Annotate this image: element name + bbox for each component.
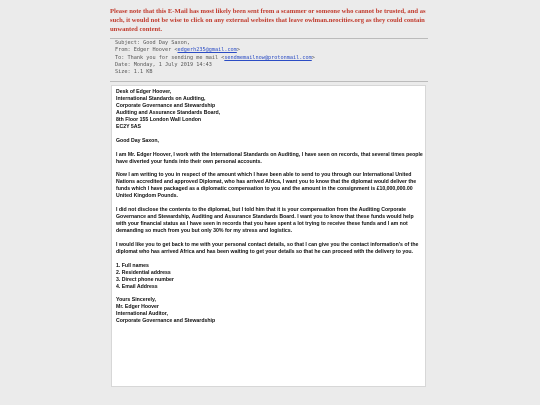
list-item: 3. Direct phone number [116, 276, 174, 283]
from-end: > [236, 47, 240, 54]
address-line: Auditing and Assurance Standards Board, [116, 109, 221, 116]
scam-warning-text: Please note that this E-Mail has most likely been sent from a scammer or someone who cannot be trusted, and as such, it would not be wise to click on any external websites that leave owlman.neocities.org as they could contain unwanted content. [110, 8, 426, 33]
spacer [116, 256, 423, 263]
closing-line: Mr. Edger Hoover [116, 304, 159, 311]
from-email-link[interactable]: edgerh235@gmail.com [177, 47, 237, 54]
closing-line: Yours Sincerely, [116, 297, 156, 304]
address-line: International Standards on Auditing, [116, 95, 206, 102]
from-label: From: Edger Hoover < [115, 47, 178, 54]
to-label: To: Thank you for sending me mail < [115, 54, 225, 61]
header-divider-top [110, 38, 428, 39]
to-email-link[interactable]: sendmemailnow@protonmail.com [224, 54, 312, 61]
address-line: 8th Floor 155 London Wall London [116, 116, 202, 123]
greeting: Good Day Saxon, [116, 137, 159, 144]
date-line: Date: Monday, 1 July 2019 14:43 [115, 61, 212, 68]
spacer [116, 165, 423, 172]
address-line: EC2Y 5AS [116, 123, 141, 130]
spacer [116, 200, 423, 207]
spacer [116, 291, 423, 298]
spacer [116, 235, 423, 242]
body-paragraph: I would like you to get back to me with your personal contact details, so that I can give you the contact information's of the diplomat who has arrived Africa and has been waiting to get your details so that he can proceed with the delivery to you. [116, 241, 419, 255]
closing-line: Corporate Governance and Stewardship [116, 318, 216, 325]
body-paragraph: Now I am writing to you in respect of the amount which I have been able to send to you through our International United Nations accredited and approved Diplomat, who has arrived Africa, I want you to know that the diplomat would deliver the funds which I have packaged as a diplomatic compensation to you and the amount in the consignment is £10,000,000.00 United Kingdom Pounds. [116, 172, 417, 200]
size-line: Size: 1.1 KB [115, 69, 153, 76]
list-item: 1. Full names [116, 262, 149, 269]
body-paragraph: I am Mr. Edger Hoover, I work with the International Standards on Auditing, I have seen on records, that several times people have diverted your funds into their own personal accounts. [116, 151, 423, 165]
email-body-panel [111, 85, 426, 387]
list-item: 2. Residential address [116, 269, 171, 276]
closing-line: International Auditor, [116, 311, 168, 318]
address-line: Corporate Governance and Stewardship [116, 102, 216, 109]
body-paragraph: I did not disclose the contents to the diplomat, but I told him that it is your compensation from the Auditing Corporate Governance and Stewardship, Auditing and Assurance Standards Board. I want you to know that these funds would help with your financial status as I have seen in records that you have spent a lot trying to receive these funds and I am not demanding so much from you but only 30% for my stress and logistics. [116, 207, 414, 234]
spacer [116, 145, 423, 152]
to-line [115, 55, 435, 62]
address-line: Desk of Edger Hoover, [116, 89, 172, 95]
email-body-text [116, 89, 423, 325]
header-divider-bottom [110, 81, 428, 82]
to-end: > [311, 54, 315, 61]
list-item: 4. Email Address [116, 283, 158, 290]
email-headers [115, 40, 435, 76]
spacer [116, 131, 423, 138]
subject-line: Subject: Good Day Saxon, [115, 40, 190, 46]
from-line [115, 47, 435, 54]
